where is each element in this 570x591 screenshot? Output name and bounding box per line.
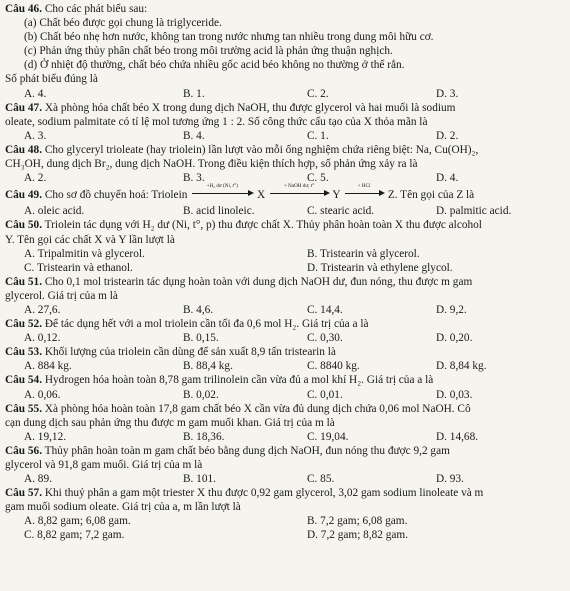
- answer-options: [5, 388, 562, 402]
- option-d[interactable]: D. 0,20.: [436, 332, 473, 345]
- question-text: Cho sơ đồ chuyển hoá: Triolein: [44, 189, 188, 202]
- question-number: Câu 52.: [5, 318, 43, 331]
- statement-d: (d) Ở nhiệt độ thường, chất béo chứa nhiều gốc acid béo không no thường ở thể rắn.: [24, 59, 405, 72]
- question-text-cont: CH₃OH, dung dịch Br₂, dung dịch NaOH. Trong điều kiện thích hợp, số phản ứng xảy ra là: [5, 158, 418, 171]
- answer-options: [5, 303, 562, 317]
- question-52: [5, 317, 562, 345]
- question-number: Câu 48.: [5, 143, 43, 156]
- option-b[interactable]: B. 18,36.: [183, 430, 225, 443]
- question-text: Thủy phân hoàn toàn m gam chất béo bằng dung dịch NaOH, đun nóng thu được 9,2 gam: [44, 444, 450, 457]
- option-b[interactable]: B. 3.: [183, 172, 205, 185]
- arrow-head-icon: [379, 190, 385, 196]
- question-text: Khi thuỷ phân a gam một triester X thu được 0,92 gam glycerol, 3,02 gam sodium linoleate và m: [44, 487, 484, 500]
- option-a[interactable]: A. oleic acid.: [24, 205, 85, 218]
- question-number: Câu 51.: [5, 275, 43, 288]
- question-54: [5, 373, 562, 401]
- question-text-cont: cạn dung dịch sau phản ứng thu được m gam muối khan. Giá trị của m là: [5, 416, 335, 429]
- question-55: [5, 402, 562, 444]
- arrow-label: + NaOH dư, t°: [283, 183, 315, 190]
- answer-options: [5, 204, 562, 218]
- question-number: Câu 46.: [5, 3, 43, 15]
- statement-b: (b) Chất béo nhẹ hơn nước, không tan trong nước nhưng tan nhiều trong dung môi hữu cơ.: [24, 31, 434, 44]
- question-text: Triolein tác dụng với H₂ dư (Ni, t°, p) thu được chất X. Thủy phân hoàn toàn X thu được alcohol: [44, 219, 482, 232]
- question-text: Khối lượng của triolein cần dùng để sản xuất 8,9 tấn tristearin là: [44, 346, 336, 359]
- statement-a: (a) Chất béo được gọi chung là triglyceride.: [24, 17, 222, 30]
- reaction-arrow-1: [190, 183, 254, 199]
- option-c[interactable]: C. 0,01.: [307, 388, 343, 401]
- question-number: Câu 50.: [5, 219, 43, 232]
- answer-options: [5, 472, 562, 486]
- option-b[interactable]: B. acid linoleic.: [183, 205, 255, 218]
- option-a[interactable]: A. 884 kg.: [24, 360, 72, 373]
- answer-options: [5, 247, 562, 261]
- option-a[interactable]: A. Tripalmitin và glycerol.: [24, 247, 145, 260]
- option-a[interactable]: A. 0,12.: [24, 332, 61, 345]
- question-50: [5, 218, 562, 274]
- option-d[interactable]: D. 93.: [436, 473, 464, 486]
- question-46: [5, 2, 562, 101]
- question-48: [5, 143, 562, 185]
- answer-options: [5, 87, 562, 101]
- question-text: Xà phòng hóa hoàn toàn 17,8 gam chất béo X cần vừa đủ dung dịch chứa 0,06 mol NaOH. Cô: [44, 402, 471, 415]
- question-text: Hydrogen hóa hoàn toàn 8,78 gam trilinolein cần vừa đủ a mol khí H₂. Giá trị của a là: [44, 374, 434, 387]
- compound-x: X: [257, 189, 266, 202]
- option-c[interactable]: C. 2.: [307, 87, 329, 100]
- option-c[interactable]: C. 8,82 gam; 7,2 gam.: [24, 529, 125, 542]
- option-c[interactable]: C. 19,04.: [307, 430, 349, 443]
- reaction-arrow-2: [268, 183, 330, 199]
- option-a[interactable]: A. 19,12.: [24, 430, 67, 443]
- answer-options: [5, 430, 562, 444]
- option-a[interactable]: A. 3.: [24, 129, 47, 142]
- question-53: [5, 345, 562, 373]
- question-text: Cho các phát biểu sau:: [44, 3, 148, 15]
- question-text: Để tác dụng hết với a mol triolein cần tối đa 0,6 mol H₂. Giá trị của a là: [44, 318, 369, 331]
- option-d[interactable]: D. Tristearin và ethylene glycol.: [307, 261, 453, 274]
- question-number: Câu 54.: [5, 374, 43, 387]
- option-c[interactable]: C. 0,30.: [307, 332, 343, 345]
- option-b[interactable]: B. 0,02.: [183, 388, 219, 401]
- option-b[interactable]: B. Tristearin và glycerol.: [307, 247, 420, 260]
- question-number: Câu 56.: [5, 444, 43, 457]
- question-number: Câu 53.: [5, 346, 43, 359]
- question-text-cont: glycerol. Giá trị của m là: [5, 289, 118, 302]
- question-number: Câu 57.: [5, 487, 43, 500]
- option-c[interactable]: C. 1.: [307, 129, 329, 142]
- option-c[interactable]: C. 5.: [307, 172, 329, 185]
- option-c[interactable]: C. 85.: [307, 473, 335, 486]
- answer-options: [5, 261, 562, 275]
- question-text-cont: Y. Tên gọi các chất X và Y lần lượt là: [5, 233, 175, 246]
- question-text: Cho 0,1 mol tristearin tác dụng hoàn toàn với dung dịch NaOH dư, đun nóng, thu được m gam: [44, 275, 473, 288]
- question-number: Câu 47.: [5, 101, 43, 114]
- option-c[interactable]: C. 14,4.: [307, 303, 343, 316]
- question-text-cont: glycerol và 91,8 gam muối. Giá trị của m là: [5, 459, 203, 471]
- statement-c: (c) Phản ứng thủy phân chất béo trong môi trường acid là phản ứng thuận nghịch.: [24, 45, 393, 58]
- question-47: [5, 101, 562, 143]
- option-a[interactable]: A. 4.: [24, 87, 47, 100]
- option-b[interactable]: B. 4,6.: [183, 303, 214, 316]
- option-d[interactable]: D. 7,2 gam; 8,82 gam.: [307, 529, 409, 542]
- option-b[interactable]: B. 101.: [183, 473, 216, 486]
- option-d[interactable]: D. 0,03.: [436, 388, 473, 401]
- question-49: [5, 183, 562, 218]
- option-d[interactable]: D. 4.: [436, 172, 459, 185]
- arrow-label: +H₂ dư (Ni, t°): [206, 183, 238, 190]
- option-d[interactable]: D. 9,2.: [436, 303, 467, 316]
- question-text-cont: oleate, sodium palmitate có tỉ lệ mol tương ứng 1 : 2. Số công thức cấu tạo của X thỏa mãn là: [5, 115, 428, 128]
- arrow-label: + HCl: [357, 183, 371, 190]
- option-d[interactable]: D. 14,68.: [436, 430, 479, 443]
- question-number: Câu 55.: [5, 402, 43, 415]
- reaction-arrow-3: [343, 183, 385, 199]
- option-c[interactable]: C. Tristearin và ethanol.: [24, 261, 133, 274]
- option-b[interactable]: B. 7,2 gam; 6,08 gam.: [307, 515, 408, 528]
- answer-options: [5, 528, 562, 542]
- question-51: [5, 275, 562, 317]
- option-c[interactable]: C. stearic acid.: [307, 205, 375, 218]
- answer-options: [5, 331, 562, 345]
- question-57: [5, 486, 562, 542]
- question-56: [5, 444, 562, 486]
- arrow-head-icon: [248, 190, 254, 196]
- option-a[interactable]: A. 89.: [24, 473, 52, 486]
- option-a[interactable]: A. 2.: [24, 172, 47, 185]
- question-text-cont: Z. Tên gọi của Z là: [387, 189, 475, 202]
- compound-y: Y: [332, 189, 341, 202]
- answer-options: [5, 514, 562, 528]
- option-d[interactable]: D. 3.: [436, 87, 459, 100]
- question-number: Câu 49.: [5, 189, 43, 202]
- question-ask: Số phát biểu đúng là: [5, 73, 98, 86]
- option-b[interactable]: B. 4.: [183, 129, 205, 142]
- option-b[interactable]: B. 0,15.: [183, 332, 219, 345]
- answer-options: [5, 359, 562, 373]
- option-a[interactable]: A. 8,82 gam; 6,08 gam.: [24, 515, 131, 528]
- option-c[interactable]: C. 8840 kg.: [307, 360, 360, 373]
- answer-options: [5, 129, 562, 143]
- question-text: Xà phòng hóa chất béo X trong dung dịch NaOH, thu được glycerol và hai muối là sodium: [44, 101, 456, 114]
- arrow-head-icon: [324, 190, 330, 196]
- option-d[interactable]: D. 2.: [436, 129, 459, 142]
- option-a[interactable]: A. 0,06.: [24, 388, 61, 401]
- option-a[interactable]: A. 27,6.: [24, 303, 61, 316]
- option-b[interactable]: B. 1.: [183, 87, 205, 100]
- option-b[interactable]: B. 88,4 kg.: [183, 360, 233, 373]
- option-d[interactable]: D. palmitic acid.: [436, 205, 512, 218]
- option-d[interactable]: D. 8,84 kg.: [436, 360, 487, 373]
- question-text: Cho glyceryl trioleate (hay triolein) lần lượt vào mỗi ống nghiệm chứa riêng biệt: Na, Cu(OH)₂,: [44, 143, 479, 156]
- question-text-cont: gam muối sodium oleate. Giá trị của a, m lần lượt là: [5, 501, 241, 514]
